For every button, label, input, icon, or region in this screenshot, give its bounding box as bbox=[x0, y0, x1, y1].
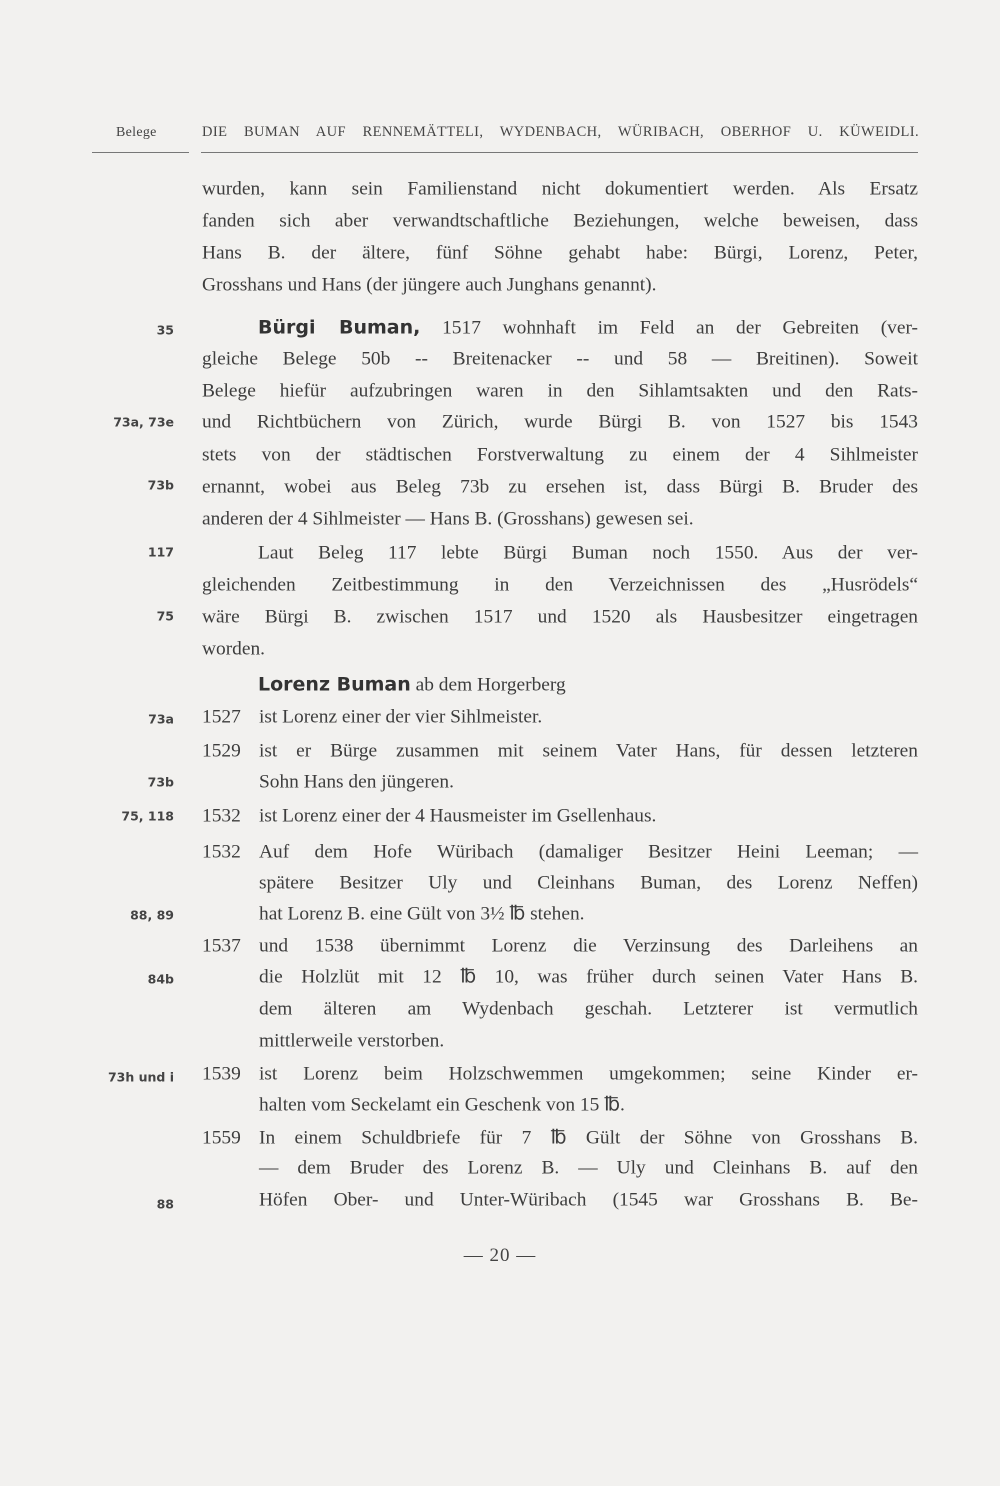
entry-year: 1537 bbox=[202, 935, 241, 957]
header-rule-left bbox=[92, 152, 189, 153]
entry-text: In einem Schuldbriefe für 7 ℔ Gült der Söhne von Grosshans B. bbox=[259, 1127, 918, 1149]
text-line: gleiche Belege 50b -- Breitenacker -- und 58 — Breitinen). Soweit bbox=[202, 348, 918, 370]
entry-text: ist Lorenz einer der 4 Hausmeister im Gsellenhaus. bbox=[259, 805, 657, 827]
margin-ref: 84b bbox=[147, 971, 174, 987]
text-line: — dem Bruder des Lorenz B. — Uly und Cleinhans B. auf den bbox=[259, 1157, 918, 1179]
text-line: hat Lorenz B. eine Gült von 3½ ℔ stehen. bbox=[259, 903, 585, 925]
entry-year: 1532 bbox=[202, 805, 241, 827]
entry-year: 1539 bbox=[202, 1063, 241, 1085]
text-fragment: ab dem Horgerberg bbox=[415, 674, 566, 696]
text-line: und Richtbüchern von Zürich, wurde Bürgi B. von 1527 bis 1543 bbox=[202, 411, 918, 433]
text-line: wurden, kann sein Familienstand nicht dokumentiert werden. Als Ersatz bbox=[202, 178, 918, 200]
entry-line bbox=[202, 842, 918, 861]
text-line: spätere Besitzer Uly und Cleinhans Buman, des Lorenz Neffen) bbox=[259, 872, 918, 894]
text-line: dem älteren am Wydenbach geschah. Letzterer ist vermutlich bbox=[259, 998, 918, 1020]
text-line: Grosshans und Hans (der jüngere auch Junghans genannt). bbox=[202, 274, 657, 296]
entry-year: 1529 bbox=[202, 740, 241, 762]
text-line: mittlerweile verstorben. bbox=[259, 1030, 445, 1052]
entry-line bbox=[202, 1128, 918, 1147]
text-line: ernannt, wobei aus Beleg 73b zu ersehen ist, dass Bürgi B. Bruder des bbox=[202, 476, 918, 498]
margin-ref: 73a, 73e bbox=[113, 414, 174, 430]
text-line: Belege hiefür aufzubringen waren in den Sihlamtsakten und den Rats- bbox=[202, 380, 918, 402]
text-line: stets von der städtischen Forstverwaltung zu einem der 4 Sihlmeister bbox=[202, 444, 918, 466]
entry-year: 1527 bbox=[202, 706, 241, 728]
header-rule-right bbox=[201, 152, 918, 153]
margin-ref: 75 bbox=[156, 608, 174, 624]
margin-ref: 35 bbox=[156, 322, 174, 338]
margin-ref: 73a bbox=[148, 711, 174, 727]
entry-year: 1559 bbox=[202, 1127, 241, 1149]
running-head-title: DIE BUMAN AUF RENNEMÄTTELI, WYDENBACH, WÜRIBACH, OBERHOF U. KÜWEIDLI. bbox=[202, 124, 919, 140]
margin-ref: 73b bbox=[147, 477, 174, 493]
text-line: Hans B. der ältere, fünf Söhne gehabt habe: Bürgi, Lorenz, Peter, bbox=[202, 242, 918, 264]
entry-text: ist Lorenz beim Holzschwemmen umgekommen; seine Kinder er- bbox=[259, 1063, 918, 1085]
text-line: Höfen Ober- und Unter-Würibach (1545 war Grosshans B. Be- bbox=[259, 1189, 918, 1211]
entry-text: Auf dem Hofe Würibach (damaliger Besitzer Heini Leeman; — bbox=[259, 841, 918, 863]
margin-ref: 75, 118 bbox=[121, 808, 174, 824]
text-line: Laut Beleg 117 lebte Bürgi Buman noch 1550. Aus der ver- bbox=[258, 542, 918, 564]
section-heading bbox=[258, 675, 566, 694]
entry-year: 1532 bbox=[202, 841, 241, 863]
entry-line bbox=[202, 741, 918, 760]
text-line: anderen der 4 Sihlmeister — Hans B. (Grosshans) gewesen sei. bbox=[202, 508, 694, 530]
margin-ref: 117 bbox=[147, 544, 174, 560]
person-name: Bürgi Buman, bbox=[258, 316, 421, 339]
entry-text: und 1538 übernimmt Lorenz die Verzinsung des Darleihens an bbox=[259, 935, 918, 957]
person-name: Lorenz Buman bbox=[258, 673, 411, 696]
margin-ref: 88 bbox=[156, 1196, 174, 1212]
entry-text: ist Lorenz einer der vier Sihlmeister. bbox=[259, 706, 543, 728]
text-line: halten vom Seckelamt ein Geschenk von 15 ℔. bbox=[259, 1094, 625, 1116]
margin-ref: 73h und i bbox=[107, 1069, 174, 1085]
text-line bbox=[258, 318, 918, 337]
text-line: Sohn Hans den jüngeren. bbox=[259, 771, 454, 793]
text-line: die Holzlüt mit 12 ℔ 10, was früher durch seinen Vater Hans B. bbox=[259, 966, 918, 988]
page-number: — 20 — bbox=[463, 1245, 537, 1266]
entry-line bbox=[202, 936, 918, 955]
text-line: wäre Bürgi B. zwischen 1517 und 1520 als Hausbesitzer eingetragen bbox=[202, 606, 918, 628]
running-head-label: Belege bbox=[116, 125, 157, 140]
margin-ref: 73b bbox=[147, 774, 174, 790]
entry-line bbox=[202, 707, 918, 726]
entry-line bbox=[202, 806, 918, 825]
entry-line bbox=[202, 1064, 918, 1083]
text-line: gleichenden Zeitbestimmung in den Verzeichnissen des „Husrödels“ bbox=[202, 574, 918, 596]
text-line: worden. bbox=[202, 638, 266, 660]
margin-ref: 88, 89 bbox=[130, 907, 174, 923]
entry-text: ist er Bürge zusammen mit seinem Vater Hans, für dessen letzteren bbox=[259, 740, 918, 762]
text-line: fanden sich aber verwandtschaftliche Beziehungen, welche beweisen, dass bbox=[202, 210, 918, 232]
text-fragment: 1517 wohnhaft im Feld an der Gebreiten (ver- bbox=[442, 317, 918, 339]
